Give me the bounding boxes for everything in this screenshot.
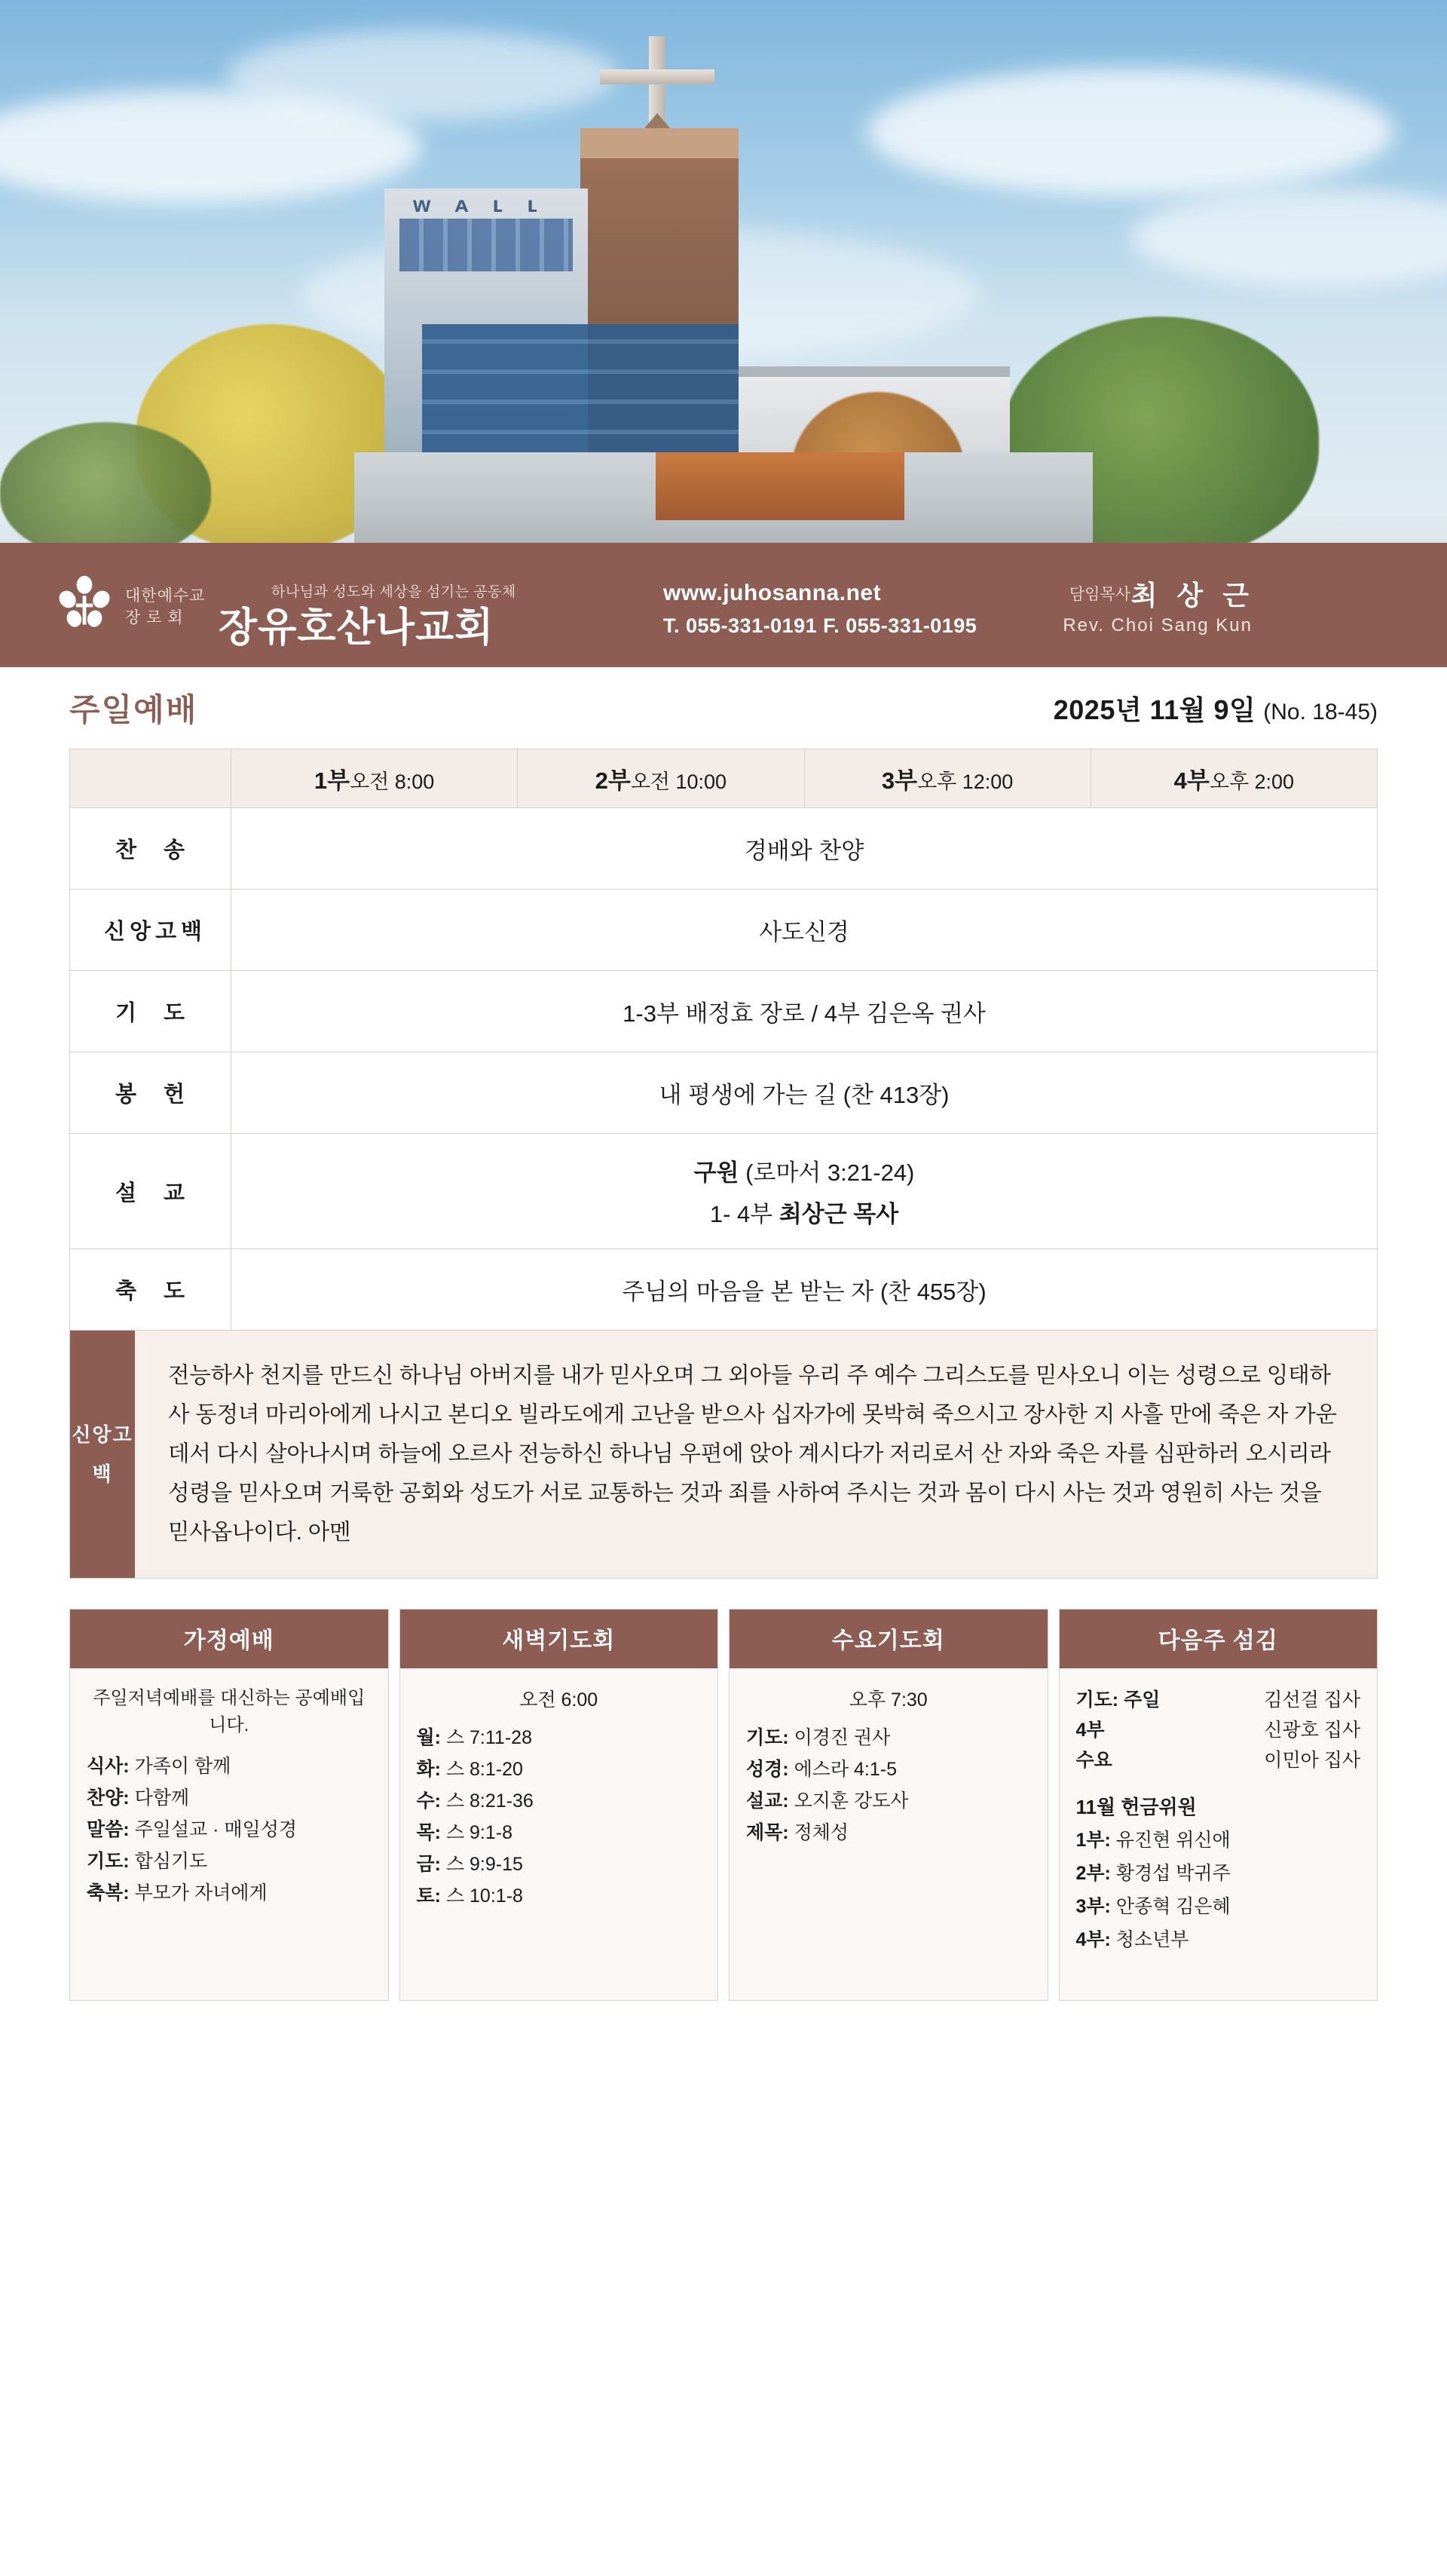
table-row-sermon — [70, 1134, 1378, 1249]
wed-sermon-label: 설교: — [746, 1790, 789, 1812]
service-3-time: 오후 12:00 — [917, 770, 1014, 793]
offering-1-label: 1부: — [1075, 1830, 1111, 1851]
panel-next-week-service — [1059, 1609, 1378, 2001]
bulletin-number: (No. 18-45) — [1263, 699, 1378, 724]
row-value-offering: 내 평생에 가는 길 (찬 413장) — [231, 1052, 1378, 1134]
table-row — [70, 1052, 1378, 1134]
list-item — [417, 1786, 702, 1816]
schedule-table-wrap — [0, 749, 1447, 1331]
dawn-sat-label: 토: — [416, 1885, 441, 1907]
panel-home-worship-body — [70, 1668, 388, 1928]
sermon-service-range: 1- 4부 — [709, 1201, 773, 1227]
dawn-tue-value: 스 8:1-20 — [445, 1759, 523, 1780]
church-entrance-band — [656, 452, 904, 520]
service-4-name: 4부 — [1173, 767, 1210, 794]
church-tagline: 하나님과 성도와 세상을 섬기는 공동체 — [271, 584, 516, 600]
next-4th-label: 4부 — [1075, 1720, 1105, 1741]
home-worship-prayer-label: 기도: — [87, 1851, 130, 1872]
dawn-fri-label: 금: — [416, 1854, 441, 1875]
service-1-name: 1부 — [314, 767, 350, 794]
list-item — [87, 1878, 372, 1908]
dawn-prayer-time: 오전 6:00 — [519, 1689, 598, 1711]
panel-wednesday-prayer-title: 수요기도회 — [730, 1610, 1048, 1668]
church-name: 장유호산나교회 — [219, 605, 494, 650]
home-worship-blessing-label: 축복: — [87, 1882, 130, 1904]
home-worship-prayer-value: 합심기도 — [134, 1851, 208, 1872]
list-item — [87, 1815, 372, 1845]
home-worship-word-value: 주일설교 · 매일성경 — [134, 1819, 298, 1840]
denomination-line1: 대한예수교 — [125, 587, 206, 605]
dawn-fri-value: 스 9:9-15 — [445, 1854, 523, 1875]
dawn-mon-label: 월: — [416, 1727, 441, 1748]
home-worship-intro: 주일저녁예배를 대신하는 공예배입니다. — [93, 1688, 366, 1735]
wed-scripture-label: 성경: — [746, 1759, 789, 1780]
panel-dawn-prayer-body — [400, 1668, 718, 1931]
list-item — [1076, 1925, 1361, 1955]
offering-committee-title: 11월 헌금위원 — [1075, 1796, 1197, 1818]
church-logo-icon — [54, 574, 115, 636]
service-title-row — [0, 667, 1447, 749]
apostles-creed-block — [69, 1331, 1378, 1579]
church-windows — [399, 219, 573, 271]
sermon-preacher: 최상근 목사 — [779, 1201, 899, 1227]
wed-topic-value: 정체성 — [794, 1822, 849, 1843]
header-service-2 — [518, 749, 804, 808]
dawn-wed-label: 수: — [416, 1790, 441, 1812]
table-row — [70, 1249, 1378, 1331]
service-1-time: 오전 8:00 — [350, 770, 435, 793]
offering-1-value: 유진현 위신애 — [1115, 1830, 1231, 1851]
row-label-sermon: 설 교 — [70, 1134, 231, 1249]
list-item — [1076, 1825, 1361, 1855]
row-value-sermon — [231, 1134, 1378, 1249]
pastor-name-roman: Rev. Choi Sang Kun — [1063, 615, 1253, 636]
row-label-creed: 신앙고백 — [70, 890, 231, 971]
list-item — [87, 1783, 372, 1813]
home-worship-praise-value: 다함께 — [134, 1787, 190, 1809]
offering-4-value: 청소년부 — [1115, 1929, 1189, 1950]
list-item — [1076, 1685, 1361, 1715]
list-item — [417, 1881, 702, 1911]
creed-label-text: 신앙고백 — [72, 1423, 133, 1485]
service-2-time: 오전 10:00 — [630, 770, 727, 793]
next-sunday-value: 김선걸 집사 — [1264, 1689, 1360, 1711]
list-item — [417, 1849, 702, 1879]
dawn-thu-value: 스 9:1-8 — [445, 1822, 513, 1843]
list-item — [1076, 1745, 1361, 1775]
bulletin-date: 2025년 11월 9일 — [1053, 694, 1256, 725]
service-2-name: 2부 — [595, 767, 631, 794]
offering-3-value: 안종혁 김은혜 — [1115, 1896, 1231, 1917]
church-photo — [0, 0, 1447, 543]
dawn-thu-label: 목: — [416, 1822, 441, 1843]
sermon-preacher-line — [239, 1195, 1369, 1229]
service-4-time: 오후 2:00 — [1209, 770, 1295, 793]
church-facade-letters: ᴡ ᴀ ʟ ʟ — [413, 192, 547, 217]
table-row — [70, 971, 1378, 1052]
row-value-creed: 사도신경 — [231, 890, 1378, 971]
panel-wednesday-prayer — [729, 1609, 1048, 2001]
row-label-prayer: 기 도 — [70, 971, 231, 1052]
pastor-label: 담임목사 — [1069, 586, 1130, 603]
table-row — [70, 890, 1378, 971]
row-label-hymn: 찬 송 — [70, 808, 231, 890]
list-item — [87, 1846, 372, 1876]
info-panels — [69, 1609, 1378, 2001]
home-worship-meal-label: 식사: — [87, 1756, 130, 1777]
list-item — [417, 1723, 702, 1753]
denomination-line2: 장 로 회 — [125, 609, 184, 626]
sermon-title: 구원 — [693, 1159, 739, 1186]
list-item — [87, 1751, 372, 1781]
table-header-row — [70, 749, 1378, 808]
next-4th-value: 신광호 집사 — [1264, 1720, 1360, 1741]
row-value-benediction: 주님의 마음을 본 받는 자 (찬 455장) — [231, 1249, 1378, 1331]
bulletin-date-wrap — [1054, 689, 1378, 727]
header-empty-cell — [70, 749, 231, 808]
denomination-text — [125, 585, 205, 629]
panel-next-week-title: 다음주 섬김 — [1060, 1610, 1378, 1668]
row-value-prayer: 1-3부 배정효 장로 / 4부 김은옥 권사 — [231, 971, 1378, 1052]
wed-prayer-value: 이경진 권사 — [794, 1727, 891, 1748]
header-service-1 — [231, 749, 518, 808]
service-schedule-table — [69, 749, 1378, 1331]
panel-dawn-prayer — [399, 1609, 719, 2001]
panel-wednesday-prayer-body — [730, 1668, 1048, 1867]
next-wed-value: 이민아 집사 — [1264, 1750, 1360, 1771]
home-worship-praise-label: 찬양: — [87, 1787, 130, 1809]
list-item — [746, 1786, 1031, 1816]
header-service-3 — [804, 749, 1091, 808]
panel-home-worship — [69, 1609, 389, 2001]
header-service-4 — [1091, 749, 1377, 808]
list-item — [417, 1818, 702, 1848]
cloud-shape — [226, 30, 618, 121]
dawn-tue-label: 화: — [416, 1759, 441, 1780]
sermon-scripture: (로마서 3:21-24) — [745, 1159, 915, 1186]
photo-fade — [0, 513, 1447, 543]
list-item — [1076, 1891, 1361, 1922]
page-title: 주일예배 — [69, 692, 198, 727]
cloud-shape — [1130, 188, 1447, 286]
offering-3-label: 3부: — [1075, 1896, 1111, 1917]
church-website[interactable]: www.juhosanna.net — [663, 580, 882, 605]
table-row — [70, 808, 1378, 890]
row-label-offering: 봉 헌 — [70, 1052, 231, 1134]
header-bar — [0, 543, 1447, 667]
list-item — [417, 1754, 702, 1784]
dawn-mon-value: 스 7:11-28 — [445, 1727, 532, 1748]
pastor-name: 최 상 근 — [1130, 580, 1255, 611]
home-worship-blessing-value: 부모가 자녀에게 — [134, 1882, 268, 1904]
list-item — [1076, 1715, 1361, 1745]
sermon-title-line — [239, 1153, 1369, 1187]
panel-dawn-prayer-title: 새벽기도회 — [400, 1610, 718, 1668]
next-sunday-label: 기도: 주일 — [1075, 1689, 1161, 1711]
list-item — [746, 1754, 1031, 1784]
cross-icon — [600, 69, 714, 84]
wed-topic-label: 제목: — [746, 1822, 789, 1843]
church-phone-fax: T. 055-331-0191 F. 055-331-0195 — [663, 614, 977, 637]
row-label-benediction: 축 도 — [70, 1249, 231, 1331]
panel-home-worship-title: 가정예배 — [70, 1610, 388, 1668]
cloud-shape — [867, 68, 1394, 196]
offering-2-label: 2부: — [1075, 1863, 1111, 1884]
church-glass-wall — [422, 324, 739, 460]
wednesday-prayer-time: 오후 7:30 — [849, 1689, 928, 1711]
church-tower-cap — [580, 128, 739, 158]
home-worship-word-label: 말씀: — [87, 1819, 130, 1840]
list-item — [746, 1818, 1031, 1848]
next-wed-label: 수요 — [1075, 1750, 1112, 1771]
list-item — [1076, 1858, 1361, 1888]
wed-prayer-label: 기도: — [746, 1727, 789, 1748]
home-worship-meal-value: 가족이 함께 — [134, 1756, 231, 1777]
creed-text: 전능하사 천지를 만드신 하나님 아버지를 내가 믿사오며 그 외아들 우리 주 예수 그리스도를 믿사오니 이는 성령으로 잉태하사 동정녀 마리아에게 나시고 본디오 빌라도에게 고난을 받으사 십자가에 못박혀 죽으시고 장사한 지 사흘 만에 죽은 자 가운데서 다시 살아나시며 하늘에 오르사 전능하신 하나님 우편에 앉아 계시다가 저리로서 산 자와 죽은 자를 심판하러 오시리라 성령을 믿사오며 거룩한 공회와 성도가 서로 교통하는 것과 죄를 사하여 주시는 것과 몸이 다시 사는 것과 영원히 사는 것을 믿사옵나이다. 아멘 — [135, 1331, 1377, 1578]
offering-2-value: 황경섭 박귀주 — [1115, 1863, 1231, 1884]
wed-sermon-value: 오지훈 강도사 — [794, 1790, 909, 1812]
dawn-wed-value: 스 8:21-36 — [445, 1790, 534, 1812]
page-bottom-space — [0, 2001, 1447, 2046]
dawn-sat-value: 스 10:1-8 — [445, 1885, 523, 1907]
service-3-name: 3부 — [881, 767, 918, 794]
wed-scripture-value: 에스라 4:1-5 — [794, 1759, 897, 1780]
list-item — [746, 1723, 1031, 1753]
panel-next-week-body — [1060, 1668, 1378, 1974]
row-value-hymn: 경배와 찬양 — [231, 808, 1378, 890]
creed-label — [70, 1331, 135, 1578]
offering-4-label: 4부: — [1075, 1929, 1111, 1950]
